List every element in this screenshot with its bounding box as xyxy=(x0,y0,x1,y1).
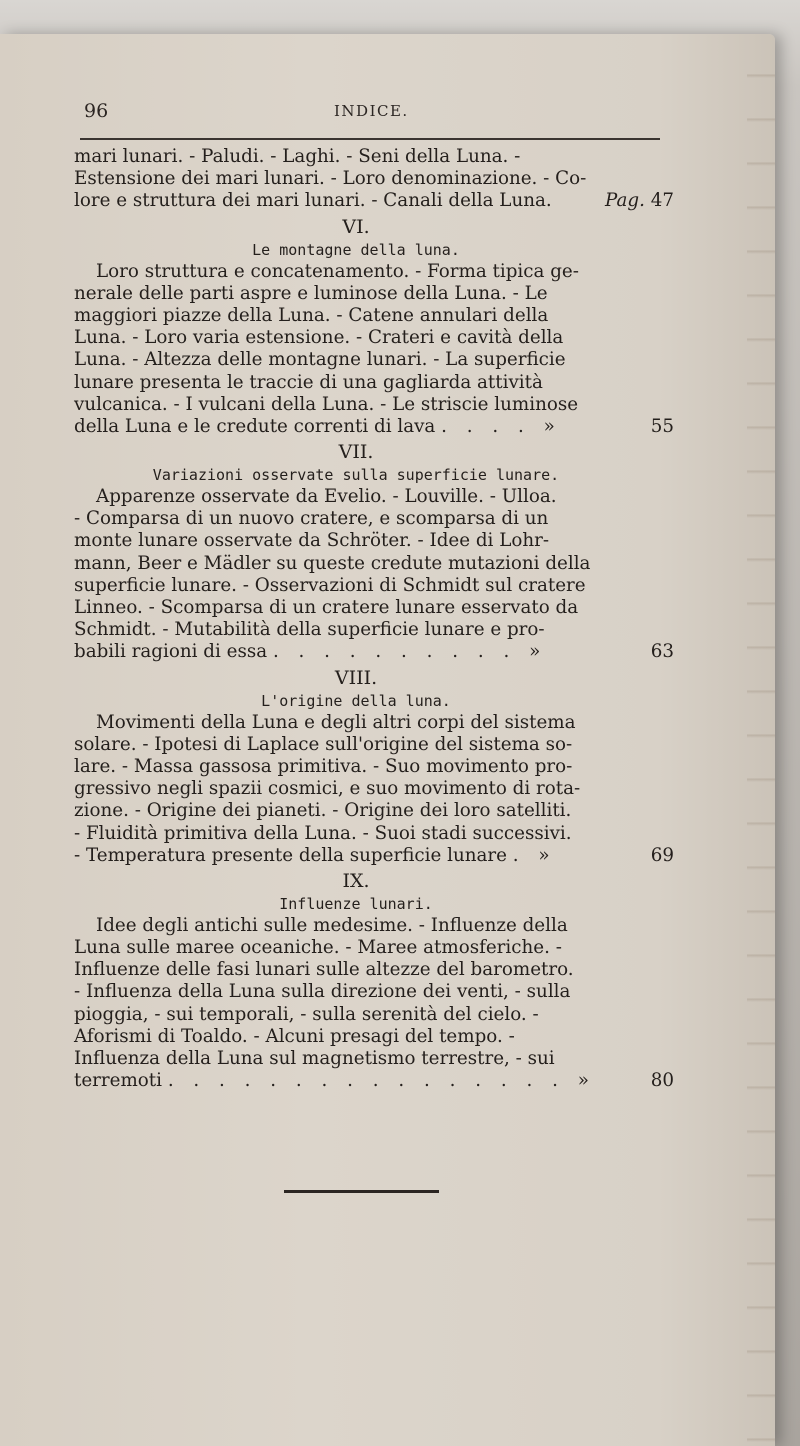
section-numeral: VIII. xyxy=(334,666,378,689)
entry-line: Luna sulle maree oceaniche. - Maree atmosferiche. - xyxy=(74,937,562,959)
entry-line-last xyxy=(74,190,674,212)
entry-line: Influenze delle fasi lunari sulle altezze del barometro. xyxy=(74,959,574,981)
running-title: INDICE. xyxy=(334,102,409,120)
entry-line-text: babili ragioni di essa xyxy=(74,641,268,663)
entry-line: Loro struttura e concatenamento. - Forma tipica ge- xyxy=(96,260,579,282)
entry-line: zione. - Origine dei pianeti. - Origine dei loro satelliti. xyxy=(74,800,572,822)
entry-line: - Comparsa di un nuovo cratere, e scomparsa di un xyxy=(74,508,549,530)
page-label: Pag. xyxy=(605,190,645,212)
entry-line: superficie lunare. - Osservazioni di Schmidt sul cratere xyxy=(74,574,586,596)
section-entry xyxy=(74,261,674,439)
page-header xyxy=(80,100,660,136)
dot-leader: . . . . . . . . . . » xyxy=(272,641,548,663)
entry-line: solare. - Ipotesi di Laplace sull'origine del sistema so- xyxy=(74,733,573,755)
entry-line: Aforismi di Toaldo. - Alcuni presagi del tempo. - xyxy=(74,1025,515,1047)
entry-line-text: - Temperatura presente della superficie lunare xyxy=(74,844,507,866)
entry-line: Influenza della Luna sul magnetismo terrestre, - sui xyxy=(74,1048,555,1069)
entry-line: pioggia, - sui temporali, - sulla serenità del cielo. - xyxy=(74,1003,539,1025)
section-title: Le montagne della luna. xyxy=(252,240,460,259)
page-reference xyxy=(605,190,674,212)
entry-line: Idee degli antichi sulle medesime. - Influenze della xyxy=(96,914,568,936)
continuation-entry xyxy=(74,146,674,213)
entry-line: Luna. - Altezza delle montagne lunari. - La superficie xyxy=(74,349,566,371)
section-title: Influenze lunari. xyxy=(279,894,433,913)
dot-leader: . . . . » xyxy=(441,415,562,437)
section-numeral: VII. xyxy=(338,441,374,464)
page-ref-number: 55 xyxy=(650,415,674,437)
entry-line: monte lunare osservate da Schröter. - Idee di Lohr- xyxy=(74,530,550,552)
section-entry xyxy=(74,712,674,867)
entry-line: Luna. - Loro varia estensione. - Crateri e cavità della xyxy=(74,327,564,349)
dot-leader: . » xyxy=(512,844,557,866)
section-title: L'origine della luna. xyxy=(261,691,451,710)
entry-line: - Fluidità primitiva della Luna. - Suoi stadi successivi. xyxy=(74,822,572,844)
header-rule xyxy=(80,138,660,140)
entry-line: Movimenti della Luna e degli altri corpi del sistema xyxy=(96,711,576,733)
entry-line-last xyxy=(74,641,674,663)
entry-line: gressivo negli spazii cosmici, e suo movimento di rota- xyxy=(74,778,581,800)
entry-line-last xyxy=(74,845,674,867)
entry-line-text: terremoti xyxy=(74,1070,162,1092)
entry-line: Linneo. - Scomparsa di un cratere lunare esservato da xyxy=(74,597,579,618)
entry-line: Apparenze osservate da Evelio. - Louville. - Ulloa. xyxy=(96,486,557,508)
entry-line: mann, Beer e Mädler su queste credute mutazioni della xyxy=(74,552,591,574)
entry-line: Estensione dei mari lunari. - Loro denominazione. - Co- xyxy=(74,168,587,190)
section-title: Variazioni osservate sulla superficie lunare. xyxy=(152,466,560,485)
entry-line: mari lunari. - Paludi. - Laghi. - Seni della Luna. - xyxy=(74,146,521,167)
entry-line-text: della Luna e le credute correnti di lava xyxy=(74,415,436,437)
entry-line: lare. - Massa gassosa primitiva. - Suo movimento pro- xyxy=(74,755,573,777)
page-ref-number: 69 xyxy=(650,844,674,866)
section-numeral: VI. xyxy=(342,215,370,238)
entry-line-last xyxy=(74,416,674,438)
section-entry xyxy=(74,486,674,664)
index-content xyxy=(74,146,674,1094)
entry-line: nerale delle parti aspre e luminose della Luna. - Le xyxy=(74,282,548,304)
section-numeral: IX. xyxy=(342,869,370,892)
section-entry xyxy=(74,915,674,1093)
page-edge-foxing xyxy=(747,34,775,1446)
page-ref-number: 47 xyxy=(650,190,674,212)
dot-leader: . . . . . . . . . . . . . . . . » xyxy=(167,1070,596,1092)
entry-line: maggiori piazze della Luna. - Catene annulari della xyxy=(74,304,549,326)
entry-line: - Influenza della Luna sulla direzione dei venti, - sulla xyxy=(74,981,571,1003)
end-rule xyxy=(284,1190,439,1193)
page-number: 96 xyxy=(84,100,109,122)
entry-line: Schmidt. - Mutabilità della superficie lunare e pro- xyxy=(74,619,545,641)
entry-line: vulcanica. - I vulcani della Luna. - Le striscie luminose xyxy=(74,393,579,415)
page-ref-number: 80 xyxy=(650,1070,674,1092)
entry-line-text: lore e struttura dei mari lunari. - Canali della Luna. xyxy=(74,190,552,212)
entry-line-last xyxy=(74,1070,674,1092)
entry-line: lunare presenta le traccie di una gagliarda attività xyxy=(74,371,543,393)
page-ref-number: 63 xyxy=(650,641,674,663)
